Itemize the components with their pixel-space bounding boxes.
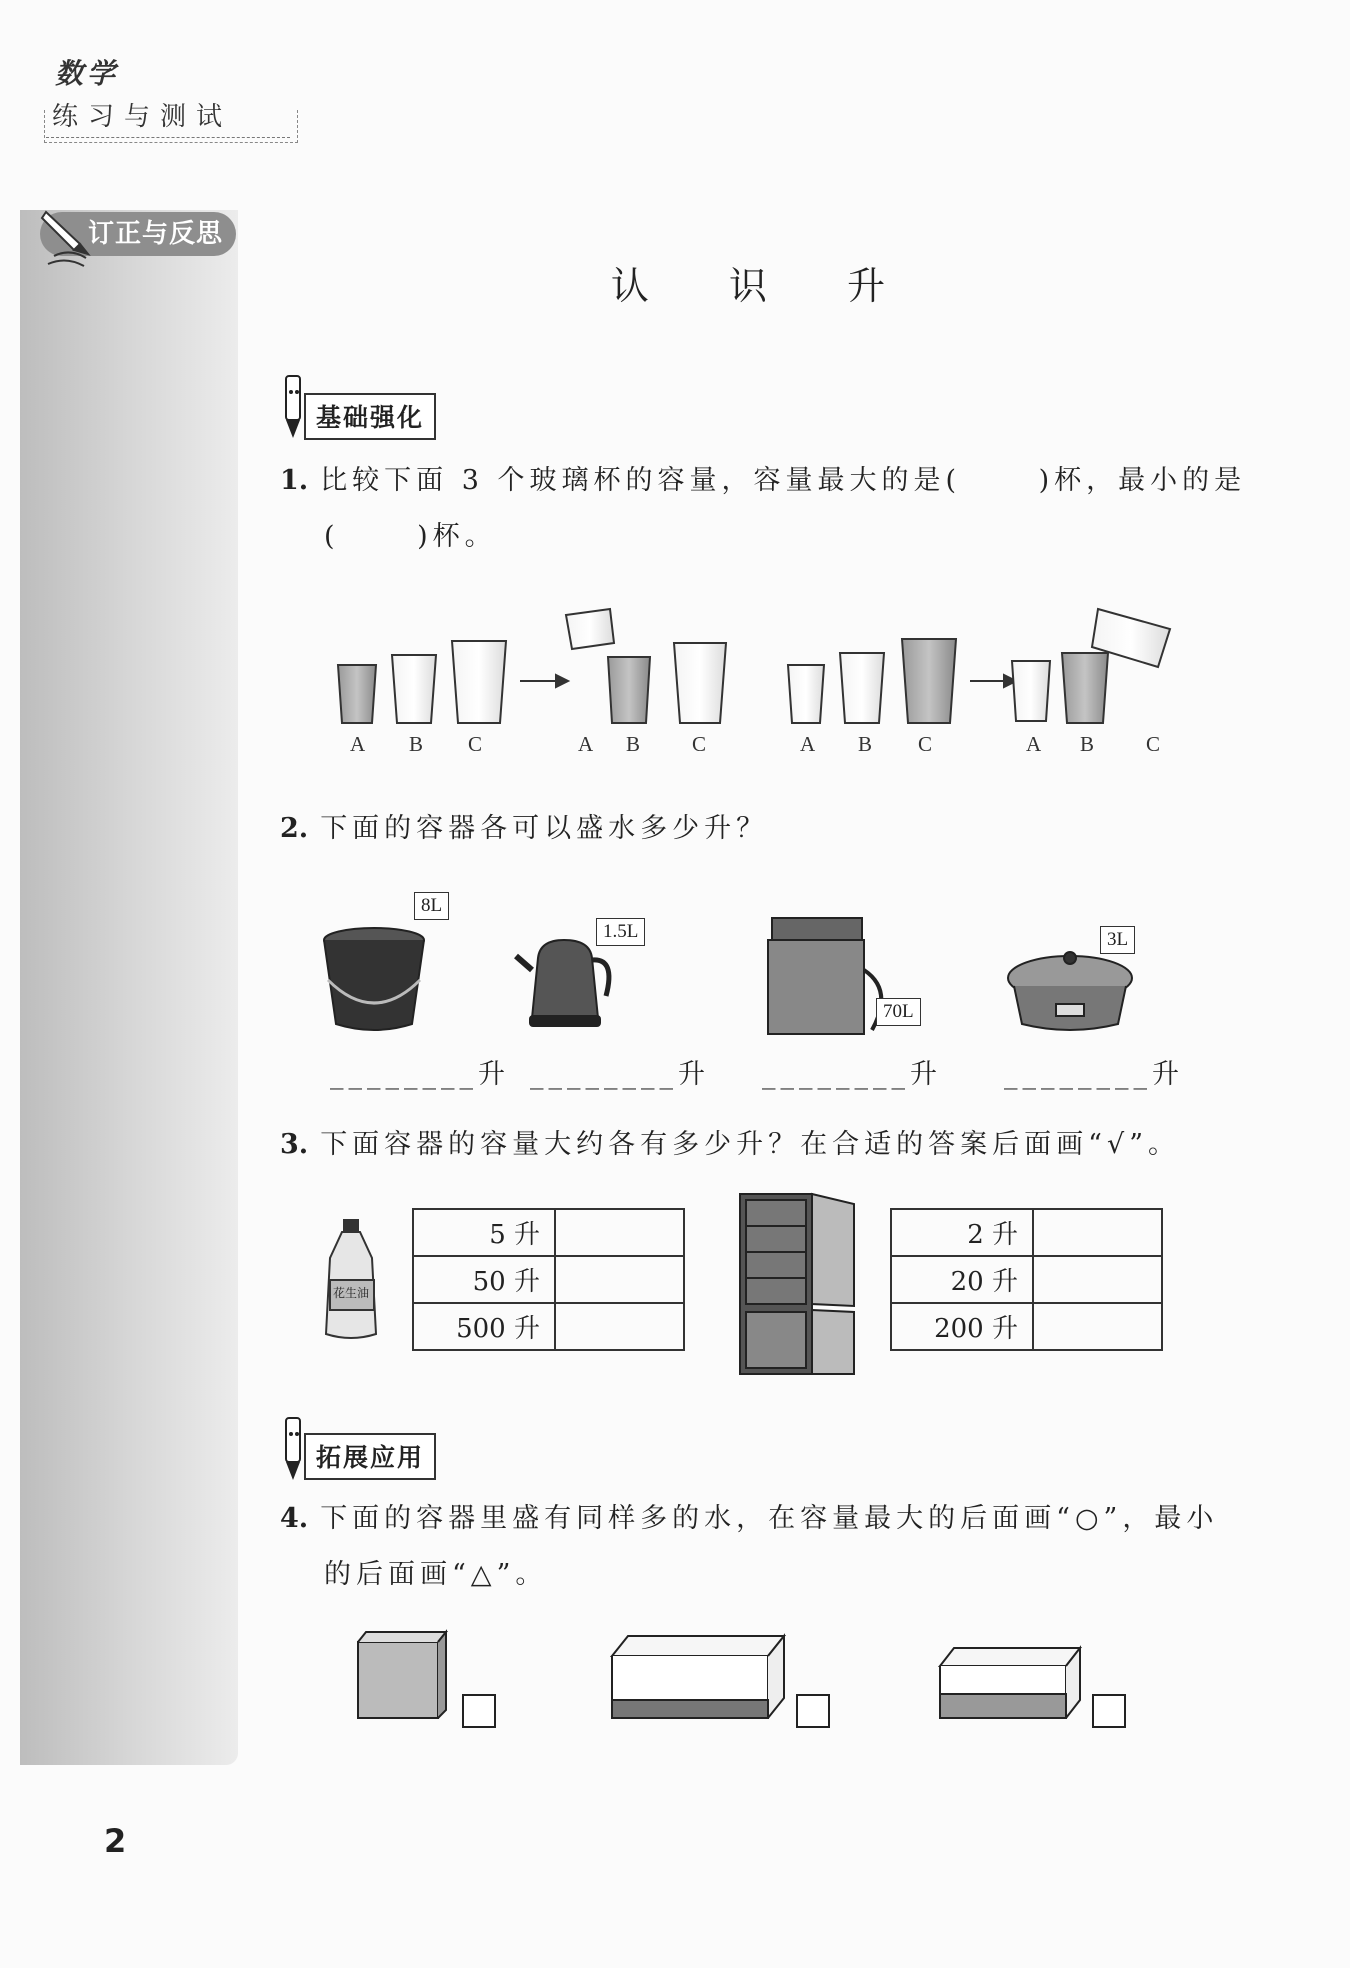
answer-cell[interactable] xyxy=(555,1209,684,1256)
cup-label: B xyxy=(409,732,424,756)
answer-box[interactable] xyxy=(462,1694,496,1728)
book-subtitle: 练习与测试 xyxy=(46,94,290,138)
book-brand: 数学 xyxy=(55,57,120,90)
question-4-text: 下面的容器里盛有同样多的水，在容量最大的后面画“○”，最小 xyxy=(320,1503,1219,1534)
sidebar-tab: 订正与反思 xyxy=(40,212,236,256)
answer-cell[interactable] xyxy=(1033,1209,1162,1256)
option-value: 5 升 xyxy=(413,1209,555,1256)
table-row xyxy=(891,1303,1162,1350)
header-frame xyxy=(44,110,298,143)
answer-blank[interactable]: ________升 xyxy=(330,1059,510,1090)
table-row xyxy=(891,1256,1162,1303)
options-table-right xyxy=(890,1208,1163,1351)
answer-cell[interactable] xyxy=(555,1303,684,1350)
cup-label: C xyxy=(692,732,707,756)
answer-blank[interactable]: ________升 xyxy=(530,1059,710,1090)
section-basic: 基础强化 xyxy=(304,393,436,440)
cup-label: A xyxy=(800,732,816,756)
cups-illustration xyxy=(320,585,1200,765)
option-value: 200 升 xyxy=(891,1303,1033,1350)
answer-cell[interactable] xyxy=(1033,1303,1162,1350)
question-4-line2: 的后面画“△”。 xyxy=(324,1559,548,1590)
question-number: 1. xyxy=(280,465,309,496)
answer-box[interactable] xyxy=(1092,1694,1126,1728)
cup-label: B xyxy=(858,732,873,756)
question-number: 4. xyxy=(280,1503,309,1534)
section-extended: 拓展应用 xyxy=(304,1433,436,1480)
cup-label: C xyxy=(1146,732,1161,756)
option-value: 500 升 xyxy=(413,1303,555,1350)
cup-label: B xyxy=(626,732,641,756)
option-value: 20 升 xyxy=(891,1256,1033,1303)
cup-label: B xyxy=(1080,732,1095,756)
cup-label: A xyxy=(578,732,594,756)
page-number: 2 xyxy=(104,1822,127,1860)
question-1-line1 xyxy=(280,452,1246,510)
question-2 xyxy=(280,800,768,858)
table-row xyxy=(891,1209,1162,1256)
table-row xyxy=(413,1209,684,1256)
cup-label: A xyxy=(1026,732,1042,756)
question-number: 2. xyxy=(280,813,309,844)
question-1-text: 比较下面 3 个玻璃杯的容量，容量最大的是( )杯，最小的是 xyxy=(320,465,1247,496)
capacity-tag: 8L xyxy=(414,892,449,920)
question-number: 3. xyxy=(280,1129,309,1160)
containers-illustration xyxy=(320,900,1180,1040)
option-value: 50 升 xyxy=(413,1256,555,1303)
question-4-line1 xyxy=(280,1490,1218,1548)
bottle-label: 花生油 xyxy=(333,1286,370,1300)
table-row xyxy=(413,1256,684,1303)
page-title: 认 识 升 xyxy=(610,264,920,308)
cup-label: C xyxy=(918,732,933,756)
question-1-line2: ( )杯。 xyxy=(324,521,497,552)
capacity-tag: 70L xyxy=(876,998,921,1026)
options-table-left xyxy=(412,1208,685,1351)
cup-label: A xyxy=(350,732,366,756)
table-row xyxy=(413,1303,684,1350)
question-3 xyxy=(280,1116,1180,1174)
correction-sidebar xyxy=(20,210,238,1765)
option-value: 2 升 xyxy=(891,1209,1033,1256)
cup-label: C xyxy=(468,732,483,756)
answer-box[interactable] xyxy=(796,1694,830,1728)
answer-blank[interactable]: ________升 xyxy=(762,1059,942,1090)
question-2-text: 下面的容器各可以盛水多少升？ xyxy=(320,813,769,844)
answer-cell[interactable] xyxy=(1033,1256,1162,1303)
question-3-text: 下面容器的容量大约各有多少升？在合适的答案后面画“√”。 xyxy=(320,1129,1180,1160)
capacity-tag: 1.5L xyxy=(596,918,645,946)
capacity-tag: 3L xyxy=(1100,926,1135,954)
answer-cell[interactable] xyxy=(555,1256,684,1303)
refrigerator-icon xyxy=(736,1190,860,1378)
answer-blank[interactable]: ________升 xyxy=(1004,1059,1184,1090)
oil-bottle-icon xyxy=(320,1218,382,1342)
